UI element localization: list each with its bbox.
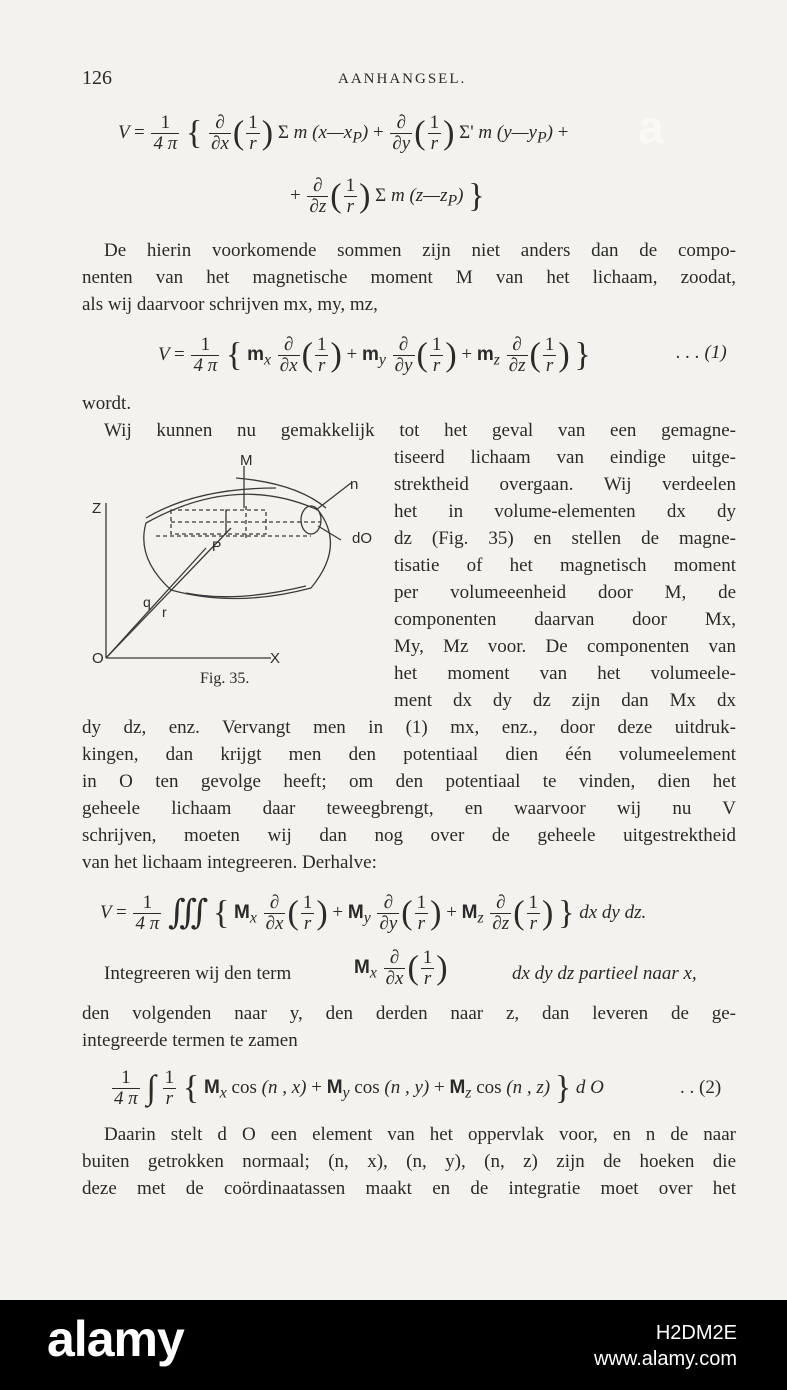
figure-35-diagram — [86, 448, 386, 678]
brand-logo: alamy — [47, 1311, 184, 1367]
paragraph-line: integreerde termen te zamen — [82, 1030, 298, 1051]
paragraph-line: Integreeren wij den term — [104, 963, 292, 984]
equation-a-line2: + $\frac{\partial}{\partial z}$ ( $\frac{1}{r}$ ) Σ m $(z—z_P)$ } — [290, 175, 485, 217]
paragraph-line: van het lichaam integreeren. Derhalve: — [82, 852, 377, 873]
inline-term: $M_x$ $\frac{\partial}{\partial x}$ ( $\frac{1}{r}$ ) — [354, 947, 448, 989]
paragraph-line: componenten daarvan door Mx, — [394, 609, 736, 630]
equation-2-label: . . (2) — [680, 1077, 722, 1098]
paragraph-line: strektheid overgaan. Wij verdeelen — [394, 474, 736, 495]
paragraph-line: De hierin voorkomende sommen zijn niet anders dan de compo- — [104, 240, 736, 261]
equation-a-line1: V = $\frac{1}{4 \pi}$ { $\frac{\partial}{\partial x}$ ( $\frac{1}{r}$ ) Σ m $(x—x_P)$ + $\frac{\partial}{\partial y}$ ( $\frac{1}{r}$ ) Σ' m $(y—y_P)$ + — [118, 112, 569, 154]
paragraph-line: per volumeeenheid door M, de — [394, 582, 736, 603]
paragraph-line: deze met de coördinaatassen maakt en de integratie moet over het — [82, 1178, 736, 1199]
paragraph-line: als wij daarvoor schrijven mx, my, mz, — [82, 294, 378, 315]
paragraph-line: tiseerd lichaam van eindige uitge- — [394, 447, 736, 468]
running-title: AANHANGSEL. — [338, 71, 467, 87]
figure-label-q: q — [143, 594, 151, 610]
figure-label-r: r — [162, 604, 167, 620]
paragraph-line: kingen, dan krijgt men den potentiaal dien één volumeelement — [82, 744, 736, 765]
paragraph-line: het moment van het volumeele- — [394, 663, 736, 684]
figure-label-X: X — [270, 650, 281, 667]
page-number: 126 — [82, 67, 112, 89]
equation-3: V = $\frac{1}{4 \pi}$ ∭ { $M_x$ $\frac{\partial}{\partial x}$ ( $\frac{1}{r}$ ) + $M_y$ $\frac{\partial}{\partial y}$ ( $\frac{1}{r}$ ) + $M_z$ $\frac{\partial}{\partial z}$ ( $\frac{1}{r}$ ) } dx dy dz. — [100, 892, 647, 934]
paragraph-line: My, Mz voor. De componenten van — [394, 636, 736, 657]
paragraph-line: ment dx dy dz zijn dan Mx dx — [394, 690, 736, 711]
image-id: H2DM2E — [655, 1322, 737, 1344]
paragraph-line: buiten getrokken normaal; (n, x), (n, y), (n, z) zijn de hoeken die — [82, 1151, 736, 1172]
paragraph-line: nenten van het magnetische moment M van het lichaam, zoodat, — [82, 267, 736, 288]
equation-1-label: . . . (1) — [676, 342, 727, 363]
paragraph-line: Wij kunnen nu gemakkelijk tot het geval van een gemagne- — [104, 420, 736, 441]
figure-label-O: O — [92, 650, 104, 667]
paragraph-line: in O ten gevolge heeft; om den potentiaal te vinden, dien het — [82, 771, 736, 792]
figure-label-P: P — [212, 538, 222, 554]
paragraph-line: tisatie of het magnetisch moment — [394, 555, 736, 576]
paragraph-line: het in volume-elementen dx dy — [394, 501, 736, 522]
equation-1: V = $\frac{1}{4 \pi}$ { $m_x$ $\frac{\partial}{\partial x}$ ( $\frac{1}{r}$ ) + $m_y$ $\frac{\partial}{\partial y}$ ( $\frac{1}{r}$ ) + $m_z$ $\frac{\partial}{\partial z}$ ( $\frac{1}{r}$ ) } — [158, 334, 591, 376]
paragraph-line: dy dz, enz. Vervangt men in (1) mx, enz., door deze uitdruk- — [82, 717, 736, 738]
figure-label-n: n — [350, 476, 359, 493]
watermark-logo: a — [638, 101, 664, 153]
image-id-block — [594, 1320, 737, 1372]
figure-caption: Fig. 35. — [200, 670, 250, 687]
figure-label-M: M — [240, 452, 253, 469]
equation-2: $\frac{1}{4 \pi}$ ∫ $\frac{1}{r}$ { $M_x$ cos (n , $x) + M_y$ cos (n , $y) + M_z$ cos (n , z) } d O — [114, 1067, 604, 1109]
figure-label-Z: Z — [92, 500, 102, 517]
site-url: www.alamy.com — [594, 1348, 737, 1370]
stock-banner — [0, 1300, 787, 1390]
figure-label-dO: dO — [352, 530, 373, 547]
paragraph-line: wordt. — [82, 393, 132, 414]
paragraph-line: geheele lichaam daar teweegbrengt, en waarvoor wij nu V — [82, 798, 736, 819]
paragraph-line: Daarin stelt d O een element van het oppervlak voor, en n de naar — [104, 1124, 736, 1145]
paragraph-line: den volgenden naar y, den derden naar z, dan leveren de ge- — [82, 1003, 736, 1024]
paragraph-line: schrijven, moeten wij dan nog over de geheele uitgestrektheid — [82, 825, 736, 846]
paragraph-line: dz (Fig. 35) en stellen de magne- — [394, 528, 736, 549]
paragraph-line: dx dy dz partieel naar x, — [512, 963, 697, 984]
